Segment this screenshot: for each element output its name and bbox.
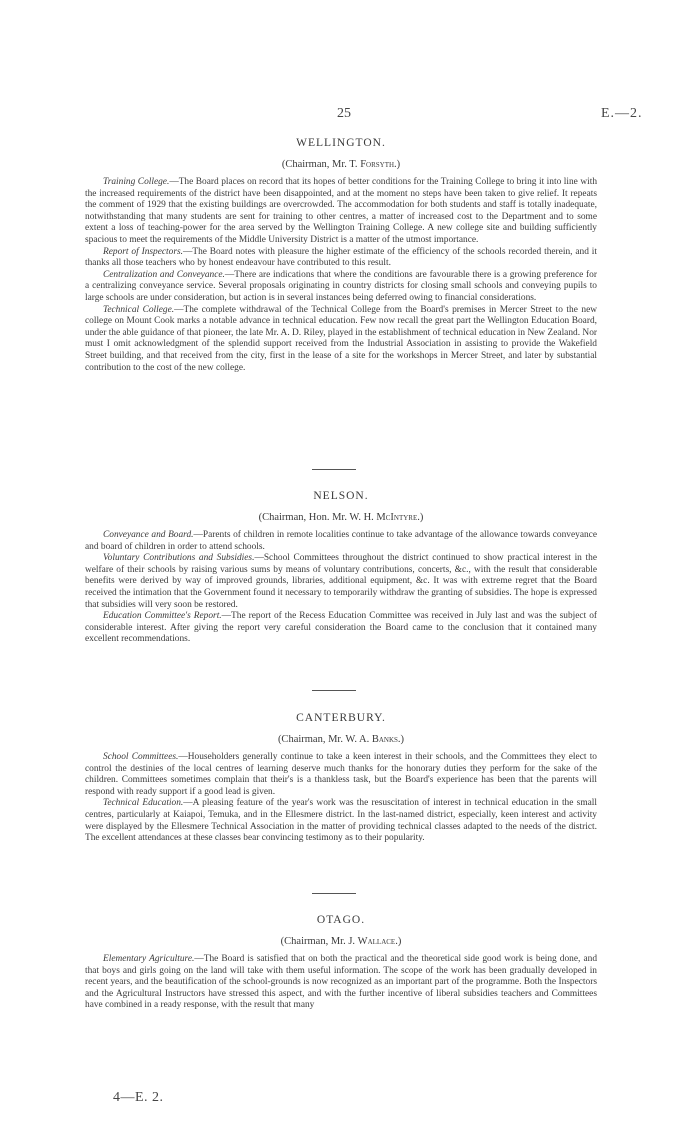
signature-mark: 4—E. 2.	[113, 1090, 164, 1105]
section-otago	[85, 913, 597, 1012]
paragraph: School Committees.—Householders generally continue to take a keen interest in their schools, and the Committees they elect to control the destinies of the local centres of learning deserve much thanks for the honorary duties they perform for the sake of the children. Committees sometimes complain that their's is a thankless task, but the Board's experience has been that the parents will respond with ready support if a good lead is given.	[85, 752, 597, 797]
chairman-line: (Chairman, Mr. J. Wallace.)	[280, 936, 402, 947]
paragraph: Centralization and Conveyance.—There are indications that where the conditions are favourable there is a growing preference for a centralizing conveyance service. Several proposals originating in country districts for closing small schools and conveying pupils to large schools are under consideration, but action is in several instances being deferred owing to financial considerations.	[85, 269, 597, 303]
section-canterbury	[85, 711, 597, 845]
paragraph: Training College.—The Board places on record that its hopes of better conditions for the Training College to bring it into line with the increased requirements of the district have been disappointed, and at the moment no steps have been taken to give relief. It repeats the comment of 1929 that the existing buildings are overcrowded. The accommodation for both students and staff is totally inadequate, notwithstanding that many students are sent for training to other centres, a matter of increased cost to the Department and to some extent a loss of teaching-power for the area served by the Wellington Training College. A new college site and building sufficiently spacious to meet the requirements of the Middle University District is a matter of the utmost importance.	[85, 177, 598, 245]
paragraph: Report of Inspectors.—The Board notes with pleasure the higher estimate of the efficiency of the schools recorded therein, and it thanks all those teachers who by honest endeavour have contributed to this result.	[85, 246, 597, 269]
paragraph: Conveyance and Board.—Parents of children in remote localities continue to take advantage of the allowance towards conveyance and board of children in order to attend schools.	[85, 530, 597, 552]
section-wellington	[85, 136, 597, 374]
paragraph: Technical Education.—A pleasing feature of the year's work was the resuscitation of interest in technical education in the small centres, particularly at Kaiapoi, Temuka, and in the Ellesmere district. In the last-named district, especially, keen interest and activity were displayed by the Ellesmere Technical Association in the matter of providing technical classes adapted to the needs of the district. The excellent attendances at these classes bear convincing testimony as to their popularity.	[85, 798, 597, 844]
section-title: NELSON.	[313, 490, 369, 502]
paragraph: Voluntary Contributions and Subsidies.—School Committees throughout the district continued to show practical interest in the welfare of their schools by raising various sums by means of voluntary contributions, concerts, &c., with the result that considerable benefits were derived by way of improved grounds, libraries, additional equipment, &c. It was with extreme regret that the Board received the intimation that the Government found it necessary to temporarily withdraw the granting of subsidies. The hope is expressed that subsidies will very soon be restored.	[85, 553, 597, 610]
section-divider	[312, 469, 356, 470]
section-title: WELLINGTON.	[296, 137, 386, 149]
paragraph: Education Committee's Report.—The report of the Recess Education Committee was received in July last and was the subject of considerable interest. After giving the report very careful consideration the Board came to the conclusion that it contained many excellent recommendations.	[85, 611, 598, 645]
paragraph: Elementary Agriculture.—The Board is satisfied that on both the practical and the theoretical side good work is being done, and that boys and girls going on the land will take with them useful information. The scope of the work has been gradually developed in recent years, and the beautification of the school-grounds is now recognized as an important part of the programme. Both the Inspectors and the Agricultural Instructors have stressed this aspect, and with the further incentive of liberal subsidies teachers and Committees have combined in a ready response, with the result that many	[85, 954, 598, 1011]
chairman-line: (Chairman, Mr. W. A. Banks.)	[277, 734, 405, 745]
section-divider	[312, 893, 356, 894]
page-number: 25	[337, 106, 351, 121]
page-code: E.—2.	[601, 106, 643, 121]
chairman-line: (Chairman, Hon. Mr. W. H. McIntyre.)	[258, 512, 424, 523]
section-title: CANTERBURY.	[296, 712, 386, 724]
section-title: OTAGO.	[316, 914, 366, 926]
chairman-line: (Chairman, Mr. T. Forsyth.)	[281, 159, 401, 170]
paragraph: Technical College.—The complete withdrawal of the Technical College from the Board's premises in Mercer Street to the new college on Mount Cook marks a notable advance in technical education. Few now recall the great part the Wellington Education Board, under the able guidance of that pioneer, the late Mr. A. D. Riley, played in the establishment of technical education in New Zealand. Nor must I omit acknowledgment of the splendid support received from the Industrial Association in assisting to provide the Wakefield Street building, and that received from the city, first in the lease of a site for the workshops in Mercer Street, and later by substantial contribution to the cost of the new college.	[85, 304, 597, 373]
section-divider	[312, 690, 356, 691]
section-nelson	[85, 489, 597, 646]
